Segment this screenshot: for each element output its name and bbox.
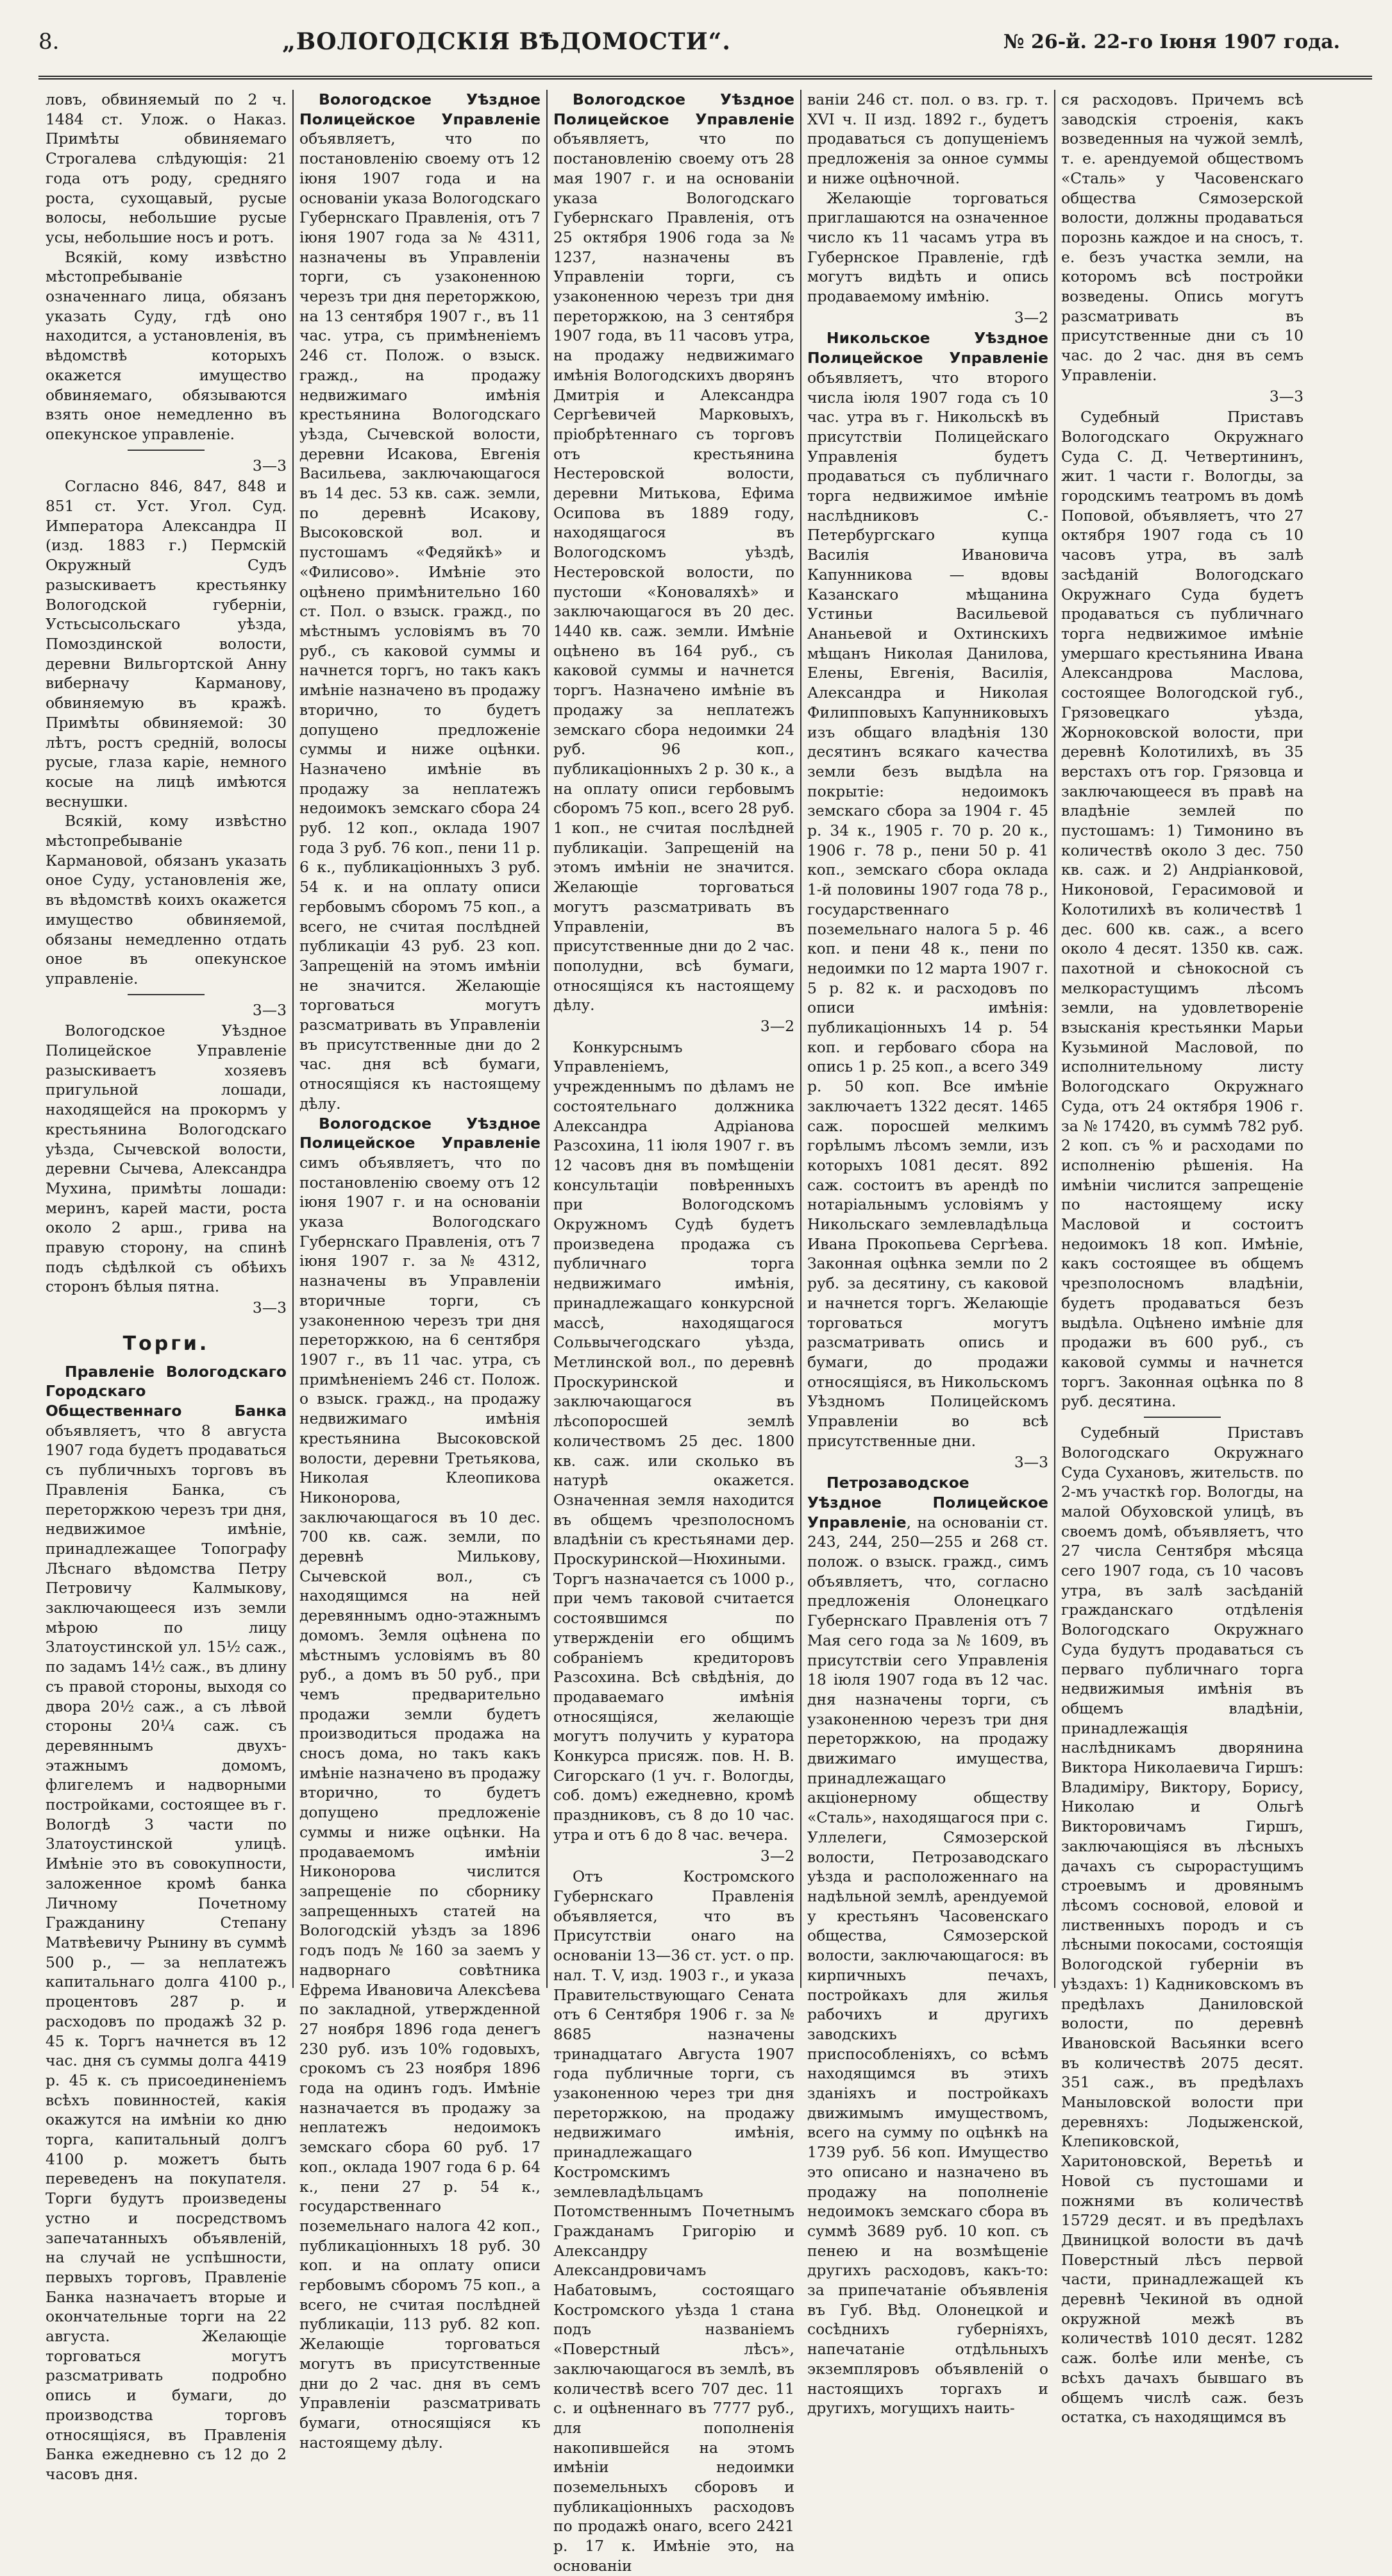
notice-text: Всякій, кому извѣстно мѣстопребываніе Кармановой, обязанъ указать оное Суду, установленія же, въ вѣдомствѣ коихъ окажется имущество обвиняемой, обязаны немедленно отдать оное въ опекунское управленіе. xyxy=(46,812,287,988)
notice-paragraph xyxy=(1061,1423,1304,2427)
notice-paragraph xyxy=(46,90,287,248)
notice-text: Всякій, кому извѣстно мѣстопребываніе означеннаго лица, обязанъ указать Суду, гдѣ оно находится, а установленія, въ вѣдомствѣ которыхъ окажется имущество обвиняемаго, обязываются взять оное немедленно въ опекунское управленіе. xyxy=(46,248,287,443)
notice-number: 3—3 xyxy=(1014,1452,1048,1471)
notice-heading: Вологодское Уѣздное Полицейское Управленіе xyxy=(553,90,794,128)
notice-number: 3—3 xyxy=(1269,387,1304,405)
notice-paragraph xyxy=(46,1362,287,2484)
text-columns xyxy=(40,90,1373,2575)
column-4 xyxy=(801,90,1055,2418)
issue-date: № 26-й. 22-го Іюня 1907 года. xyxy=(1003,30,1340,53)
notice-paragraph xyxy=(1061,407,1304,1411)
column-2 xyxy=(294,90,548,2452)
notice-text: Отъ Костромского Губернскаго Правленія объявляется, что въ Присутствіи онаго на основаніи 13—36 ст. уст. о пр. нал. Т. V, изд. 1903 г., и указа Правительствующаго Сената отъ 6 Сентября 1906 г. за № 8685 назначены тринадцатаго Августа 1907 года публичные торги, съ узаконенною через три дня переторжкою, на продажу недвижимаго имѣнія, принадлежащаго Костромскимъ землевладѣльцамъ Потомственнымъ Почетнымъ Гражданамъ Григорію и Александру Александровичамъ Набатовымъ, состоящаго Костромского уѣзда 1 стана подъ названіемъ «Поверстный лѣсъ», заключающагося въ землѣ, въ количествѣ всего 707 дес. 11 с. и оцѣненнаго въ 7777 руб., для пополненія накопившейся на этомъ имѣніи недоимки поземельныхъ сборовъ и публикаціонныхъ расходовъ по продажѣ онаго, всего 2421 р. 17 к. Имѣніе это, на основаніи xyxy=(553,1867,794,2575)
notice-text: объявляетъ, что второго числа іюля 1907 года съ 10 час. утра въ г. Никольскѣ въ присутствіи Полицейскаго Управленія будетъ продаваться съ публичнаго торга недвижимое имѣніе наслѣдниковъ С.-Петербургскаго купца Василія Ивановича Капунникова — вдовы Казанскаго мѣщанина Устиньи Васильевой Ананьевой и Охтинскихъ мѣщанъ Николая Данилова, Елены, Евгенія, Василія, Александра и Николая Филипповыхъ Капунниковыхъ изъ общаго владѣнія 130 десятинъ всякаго качества земли безъ выдѣла на покрытіе: недоимокъ земскаго сбора за 1904 г. 45 р. 34 к., 1905 г. 70 р. 20 к., 1906 г. 78 р., пени 50 р. 41 коп., земскаго сбора оклада 1-й половины 1907 года 78 р., государственнаго поземельнаго налога 5 р. 46 коп. и пени 48 к., пени по недоимки по 12 марта 1907 г. 5 р. 82 к. и расходовъ по описи имѣнія: публикаціонныхъ 14 р. 54 коп. и гербоваго сбора на опись 1 р. 25 коп., а всего 349 р. 50 коп. Все имѣніе заключаетъ 1322 десят. 1465 саж. поросшей мелкимъ горѣлымъ лѣсомъ земли, изъ которыхъ 1081 десят. 892 саж. состоитъ въ арендѣ по нотаріальнымъ условіямъ у Никольскаго землевладѣльца Ивана Прокопьева Сергѣева. Законная оцѣнка земли по 2 руб. за десятину, съ каковой и начнется торгъ. Желающіе торговаться могутъ разсматривать опись и бумаги, до продажи относящіяся, въ Никольскомъ Уѣздномъ Полицейскомъ Управленіи во всѣ присутственные дни. xyxy=(807,368,1048,1450)
notice-text: объявляетъ, что по постановленію своему отъ 12 іюня 1907 года и на основаніи указа Вологодскаго Губернскаго Правленія, отъ 7 іюня 1907 года за № 4311, назначены въ Управленіи торги, съ узаконенною черезъ три дня переторжкою, на 13 сентября 1907 г., въ 11 час. утра, съ примѣненіемъ 246 ст. Полож. о взыск. гражд., на продажу недвижимаго имѣнія крестьянина Вологодскаго уѣзда, Сычевской волости, деревни Исакова, Евгенія Васильева, заключающагося въ 14 дес. 53 кв. саж. земли, по деревнѣ Исакову, Высоковской вол. и пустошамъ «Федяйкѣ» и «Филисово». Имѣніе это оцѣнено примѣнительно 160 ст. Пол. о взыск. гражд., по мѣстнымъ условіямъ въ 70 руб., съ каковой суммы и начнется торгъ, но такъ какъ имѣніе назначено въ продажу вторично, то будетъ допущено предложеніе суммы и ниже оцѣнки. Назначено имѣніе въ продажу за неплатежъ недоимокъ земскаго сбора 24 руб. 12 коп., оклада 1907 года 3 руб. 76 коп., пени 11 р. 6 к., публикаціонныхъ 3 руб. 54 к. и на оплату описи гербовымъ сборомъ 75 коп., а всего, не считая послѣдней публикаціи 43 руб. 23 коп. Запрещеній на этомъ имѣніи не значится. Желающіе торговаться могутъ разсматривать въ Управленіи въ присутственные дни до 2 час. дня всѣ бумаги, относящіяся къ настоящему дѣлу. xyxy=(299,130,541,1113)
notice-paragraph xyxy=(1061,90,1304,385)
notice-paragraph xyxy=(807,328,1048,1451)
column-3 xyxy=(548,90,801,2575)
notice-heading: Никольское Уѣздное Полицейское Управленіе xyxy=(807,329,1048,367)
notice-paragraph xyxy=(553,90,794,1015)
notice-heading: Вологодское Уѣздное Полицейское Управленіе xyxy=(299,90,541,128)
notice-heading: Правленіе Вологодскаго Городскаго Общественнаго Банка xyxy=(46,1362,287,1420)
notice-text: Желающіе торговаться приглашаются на означенное число къ 11 часамъ утра въ Губернское Правленіе, гдѣ могутъ видѣть и опись продаваемому имѣнію. xyxy=(807,189,1048,306)
notice-number: 3—2 xyxy=(760,1017,794,1036)
notice-text: симъ объявляетъ, что по постановленію своему отъ 12 іюня 1907 г. и на основаніи указа Вологодскаго Губернскаго Правленія, отъ 7 іюня 1907 г. за № 4312, назначены въ Управленіи вторичные торги, съ узаконенною черезъ три дня переторжкою, на 6 сентября 1907 г., въ 11 час. утра, съ примѣненіемъ 246 ст. Полож. о взыск. гражд., на продажу недвижимаго имѣнія крестьянина Высоковской волости, деревни Третьякова, Николая Клеопикова Никонорова, заключающагося въ 10 дес. 700 кв. саж. земли, по деревнѣ Милькову, Сычевской вол., съ находящимся на ней деревяннымъ одно-этажнымъ домомъ. Земля оцѣнена по мѣстнымъ условіямъ въ 80 руб., а домъ въ 50 руб., при чемъ предварительно продажи земли будетъ производиться продажа на сносъ дома, но такъ какъ имѣніе назначено въ продажу вторично, то будетъ допущено предложеніе суммы и ниже оцѣнки. На продаваемомъ имѣніи Никонорова числится запрещеніе по сборнику запрещенныхъ статей на Вологодскій уѣздъ за 1896 годъ подъ № 160 за заемъ у надворнаго совѣтника Ефрема Ивановича Алексѣева по закладной, утвержденной 27 ноября 1896 года денегъ 230 руб. изъ 10% годовыхъ, срокомъ съ 23 ноября 1896 года на одинъ годъ. Имѣніе назначается въ продажу за неплатежъ недоимокъ земскаго сбора 60 руб. 17 коп., оклада 1907 года 6 р. 64 к., пени 27 р. 54 к., государственнаго поземельнаго налога 42 коп., публикаціонныхъ 18 руб. 30 коп. и на оплату описи гербовымъ сборомъ 75 коп., а всего, не считая послѣдней публикаціи, 113 руб. 82 коп. Желающіе торговаться могутъ въ присутственные дни до 2 час. дня въ семъ Управленіи разсматривать бумаги, относящіяся къ настоящему дѣлу. xyxy=(299,1153,541,2452)
notice-text: ловъ, обвиняемый по 2 ч. 1484 ст. Улож. о Наказ. Примѣты обвиняемаго Строгалева слѣдующія: 21 года отъ роду, средняго роста, сухощавый, русые волосы, небольшие русые усы, небольшие носъ и ротъ. xyxy=(46,90,287,246)
notice-heading: Вологодское Уѣздное Полицейское Управленіе xyxy=(299,1114,541,1152)
notice-number: 3—3 xyxy=(252,1299,287,1317)
notice-paragraph xyxy=(553,1867,794,2575)
notice-text: Конкурснымъ Управленіемъ, учрежденнымъ по дѣламъ не состоятельнаго должника Александра Адріанова Разсохина, 11 іюля 1907 г. въ 12 часовъ дня въ помѣщеніи консультаціи повѣренныхъ при Вологодскомъ Окружномъ Судѣ будетъ произведена продажа съ публичнаго торга недвижимаго имѣнія, принадлежащаго конкурсной массѣ, находящагося Сольвычегодскаго уѣзда, Метлинской вол., по деревнѣ Проскуринской и заключающагося въ лѣсопоросшей землѣ количествомъ 25 дес. 1800 кв. саж. или сколько въ натурѣ окажется. Означенная земля находится въ общемъ чрезполосномъ владѣніи съ крестьянами дер. Проскуринской—Нюхиными. Торгъ назначается съ 1000 р., при чемъ таковой считается состоявшимся по утвержденіи его общимъ собраніемъ кредиторовъ Разсохина. Всѣ свѣдѣнія, до продаваемаго имѣнія относящіяся, желающіе могутъ получить у куратора Конкурса присяж. пов. Н. В. Сигорскаго (1 уч. г. Вологды, соб. домъ) ежедневно, кромѣ праздниковъ, съ 8 до 10 час. утра и отъ 6 до 8 час. вечера. xyxy=(553,1038,794,1844)
notice-heading: Петрозаводское Уѣздное Полицейское Управленіе xyxy=(807,1474,1048,1531)
column-1 xyxy=(40,90,294,2483)
newspaper-title: „ВОЛОГОДСКІЯ ВѢДОМОСТИ“. xyxy=(282,28,731,55)
notice-text: , на основаніи ст. 243, 244, 250—255 и 268 ст. полож. о взыск. гражд., симъ объявляетъ, что, согласно предложенія Олонецкаго Губернскаго Правленія отъ 7 Мая сего года за № 1609, въ присутствіи сего Управленія 18 іюля 1907 года въ 12 час. дня назначены торги, съ узаконенною черезъ три дня переторжкою, на продажу движимаго имущества, принадлежащаго акціонерному обществу «Сталь», находящагося при с. Уллелеги, Сямозерской волости, Петрозаводскаго уѣзда и расположеннаго на надѣльной землѣ, арендуемой у крестьянъ Часовенскаго общества, Сямозерской волости, заключающагося: въ кирпичныхъ печахъ, постройкахъ для жилья рабочихъ и другихъ заводскихъ приспособленіяхъ, со всѣмъ находящимся въ этихъ зданіяхъ и постройкахъ движимымъ имуществомъ, всего на сумму по оцѣнкѣ на 1739 руб. 56 коп. Имущество это описано и назначено въ продажу на пополненіе недоимокъ земскаго сбора въ суммѣ 3689 руб. 10 коп. съ пенею и на возмѣщеніе другихъ расходовъ, какъ-то: за припечатаніе объявленія въ Губ. Вѣд. Олонецкой и сосѣднихъ губерніяхъ, напечатаніе отдѣльныхъ экземпляровъ объявленій о настоящихъ торгахъ и другихъ, могущихъ наить- xyxy=(807,1513,1048,2418)
notice-number: 3—3 xyxy=(252,1000,287,1019)
notice-paragraph xyxy=(46,811,287,988)
notice-text: ваніи 246 ст. пол. о вз. гр. т. XVI ч. II изд. 1892 г., будетъ продаваться съ допущеніемъ предложенія за онное суммы и ниже оцѣночной. xyxy=(807,90,1048,187)
header-divider xyxy=(38,76,1372,80)
notice-text: ся расходовъ. Причемъ всѣ заводскія строенія, какъ возведенныя на чужой землѣ, т. е. арендуемой обществомъ «Сталь» у Часовенскаго общества Сямозерской волости, должны продаваться порознь каждое и на сносъ, т. е. безъ участка земли, на которомъ всѣ постройки возведены. Опись могутъ разсматривать въ присутственные дни съ 10 час. до 2 час. дня въ семъ Управленіи. xyxy=(1061,90,1304,384)
notice-text: Судебный Приставъ Вологодскаго Окружнаго Суда С. Д. Четвертининъ, жит. 1 части г. Вологды, за городскимъ театромъ въ домѣ Поповой, объявляетъ, что 27 октября 1907 года съ 10 часовъ утра, въ залѣ засѣданій Вологодскаго Окружнаго Суда будетъ продаваться съ публичнаго торга недвижимое имѣніе умершаго крестьянина Ивана Александрова Маслова, состоящее Вологодской губ., Грязовецкаго уѣзда, Жорноковской волости, при деревнѣ Колотилихѣ, въ 35 верстахъ отъ гор. Грязовца и заключающееся въ правѣ на владѣніе землей по пустошамъ: 1) Тимонино въ количествѣ около 3 дес. 750 кв. саж. и 2) Андріанковой, Никоновой, Герасимовой и Колотилихѣ въ количествѣ 1 дес. 600 кв. саж., а всего около 4 десят. 1350 кв. саж. пахотной и сѣнокосной съ мелкорастущимъ лѣсомъ земли, на удовлетвореніе взысканія крестьянки Марьи Кузьминой Масловой, по исполнительному листу Вологодскаго Окружнаго Суда, отъ 24 октября 1906 г. за № 17420, въ суммѣ 782 руб. 2 коп. съ % и расходами по исполненію рѣшенія. На имѣніи числится запрещеніе по настоящему иску Масловой и состоитъ недоимокъ 18 коп. Имѣніе, какъ состоящее въ общемъ чрезполосномъ владѣніи, будетъ продаваться безъ выдѣла. Оцѣнено имѣніе для продажи въ 600 руб., съ каковой суммы и начнется торгъ. Законная оцѣнка по 8 руб. десятина. xyxy=(1061,408,1304,1411)
notice-number: 3—3 xyxy=(252,456,287,475)
notice-paragraph xyxy=(46,1021,287,1297)
section-divider xyxy=(1144,1417,1221,1418)
notice-text: объявляетъ, что по постановленію своему отъ 28 мая 1907 г. и на основаніи указа Вологодскаго Губернскаго Правленія, отъ 25 октября 1906 года за № 1237, назначены въ Управленіи торги, съ узаконенною черезъ три дня переторжкою, на 3 сентября 1907 года, въ 11 часовъ утра, на продажу недвижимаго имѣнія Вологодскихъ дворянъ Дмитрія и Александра Сергѣевичей Марковыхъ, пріобрѣтеннаго съ торговъ отъ крестьянина Нестеровской волости, деревни Митькова, Ефима Осипова въ 1889 году, находящагося въ Вологодскомъ уѣздѣ, Нестеровской волости, по пустоши «Коноваляхѣ» и заключающагося въ 20 дес. 1440 кв. саж. земли. Имѣніе оцѣнено въ 164 руб., съ каковой суммы и начнется торгъ. Назначено имѣніе въ продажу за неплатежъ земскаго сбора недоимки 24 руб. 96 коп., публикаціонныхъ 2 р. 30 к., а на оплату описи гербовымъ сборомъ 75 коп., всего 28 руб. 1 коп., не считая послѣдней публикаціи. Запрещеній на этомъ имѣніи не значится. Желающіе торговаться могутъ разсматривать въ Управленіи, въ присутственные дни до 2 час. пополудни, всѣ бумаги, относящіяся къ настоящему дѣлу. xyxy=(553,130,794,1014)
notice-paragraph xyxy=(553,1038,794,1845)
notice-paragraph xyxy=(807,1473,1048,2418)
notice-paragraph xyxy=(807,90,1048,189)
notice-paragraph xyxy=(807,189,1048,307)
notice-number: 3—2 xyxy=(1014,308,1048,326)
notice-text: объявляетъ, что 8 августа 1907 года будетъ продаваться съ публичныхъ торговъ въ Правленія Банка, съ переторжкою черезъ три дня, недвижимое имѣніе, принадлежащее Топографу Лѣснаго вѣдомства Петру Петровичу Калмыкову, заключающееся изъ земли мѣрою по лицу Златоустинской ул. 15½ саж., по задамъ 14½ саж., въ длину съ правой стороны, выходя со двора 20½ саж., а съ лѣвой стороны 20¼ саж. съ деревяннымъ двухъ-этажнымъ домомъ, флигелемъ и надворными постройками, состоящее въ г. Вологдѣ 3 части по Златоустинской улицѣ. Имѣніе это въ совокупности, заложенное кромѣ банка Личному Почетному Гражданину Степану Матвѣевичу Рынину въ суммѣ 500 р., — за неплатежъ капитальнаго долга 4100 р., процентовъ 287 р. и расходовъ по продажѣ 32 р. 45 к. Торгъ начнется въ 12 час. дня съ суммы долга 4419 р. 45 к. съ присоединеніемъ всѣхъ повинностей, какія окажутся на имѣніи ко дню торга, капитальный долгъ 4100 р. можетъ быть переведенъ на покупателя. Торги будутъ произведены устно и посредствомъ запечатанныхъ объявленій, на случай не успѣшности, первыхъ торговъ, Правленіе Банка назначаетъ вторые и окончательные торги на 22 августа. Желающіе торговаться могутъ разсматривать подробно опись и бумаги, до производства торговъ относящіяся, въ Правленія Банка ежедневно съ 12 до 2 часовъ дня. xyxy=(46,1421,287,2483)
page-number: 8. xyxy=(38,29,60,55)
notice-paragraph xyxy=(46,248,287,444)
notice-text: Согласно 846, 847, 848 и 851 ст. Уст. Угол. Суд. Императора Александра II (изд. 1883 г.) Пермскій Окружный Судъ разыскиваетъ крестьянку Вологодской губерніи, Устьсысольскаго уѣзда, Помоздинской волости, деревни Вильгортской Анну виберначу Карманову, обвиняемую въ кражѣ. Примѣты обвиняемой: 30 лѣтъ, ростъ средній, волосы русые, глаза каріе, немного косые на лицѣ имѣются веснушки. xyxy=(46,477,287,811)
section-divider xyxy=(128,450,205,451)
notice-paragraph xyxy=(46,476,287,811)
section-divider xyxy=(128,994,205,995)
section-heading: Торги. xyxy=(122,1332,210,1355)
notice-text: Вологодское Уѣздное Полицейское Управленіе разыскиваетъ хозяевъ пригульной лошади, находящейся на прокормъ у крестьянина Вологодскаго уѣзда, Сычевской волости, деревни Сычева, Александра Мухина, примѣты лошади: меринъ, карей масти, роста около 2 арш., грива на правую сторону, на спинѣ подъ сѣдѣлкой съ обѣихъ сторонъ бѣлыя пятна. xyxy=(46,1022,287,1296)
column-5 xyxy=(1055,90,1309,2427)
page-header xyxy=(38,19,1340,64)
notice-text: Судебный Приставъ Вологодскаго Окружнаго Суда Сухановъ, жительств. по 2-мъ участкѣ гор. Вологды, на малой Обуховской улицѣ, въ своемъ домѣ, объявляетъ, что 27 числа Сентября мѣсяца сего 1907 года, съ 10 часовъ утра, въ залѣ засѣданій гражданскаго отдѣленія Вологодскаго Окружнаго Суда будутъ продаваться съ перваго публичнаго торга недвижимыя имѣнія въ общемъ владѣніи, принадлежащія наслѣдникамъ дворянина Виктора Николаевича Гиршъ: Владиміру, Виктору, Борису, Николаю и Ольгѣ Викторовичамъ Гиршъ, заключающіяся въ лѣсныхъ дачахъ съ сырорастущимъ строевымъ и дровянымъ лѣсомъ сосновой, еловой и лиственныхъ породъ и съ лѣсными покосами, состоящія Вологодской губерніи въ уѣздахъ: 1) Кадниковскомъ въ предѣлахъ Даниловской волости, по деревнѣ Ивановской Васьянки всего въ количествѣ 2075 десят. 351 саж., въ предѣлахъ Маныловской волости при деревняхъ: Лодыженской, Клепиковской, Харитоновской, Веретьѣ и Новой съ пустошами и пожнями въ количествѣ 15729 десят. и въ предѣлахъ Двиницкой волости въ дачѣ Поверстный лѣсъ первой части, принадлежащей къ деревнѣ Чекиной въ одной окружной межѣ въ количествѣ 1010 десят. 1282 саж. болѣе или менѣе, съ всѣхъ дачахъ бывшаго въ общемъ числѣ саж. безъ остатка, съ находящимся въ xyxy=(1061,1424,1304,2427)
notice-paragraph xyxy=(299,90,541,1114)
notice-number: 3—2 xyxy=(760,1846,794,1865)
notice-paragraph xyxy=(299,1114,541,2453)
